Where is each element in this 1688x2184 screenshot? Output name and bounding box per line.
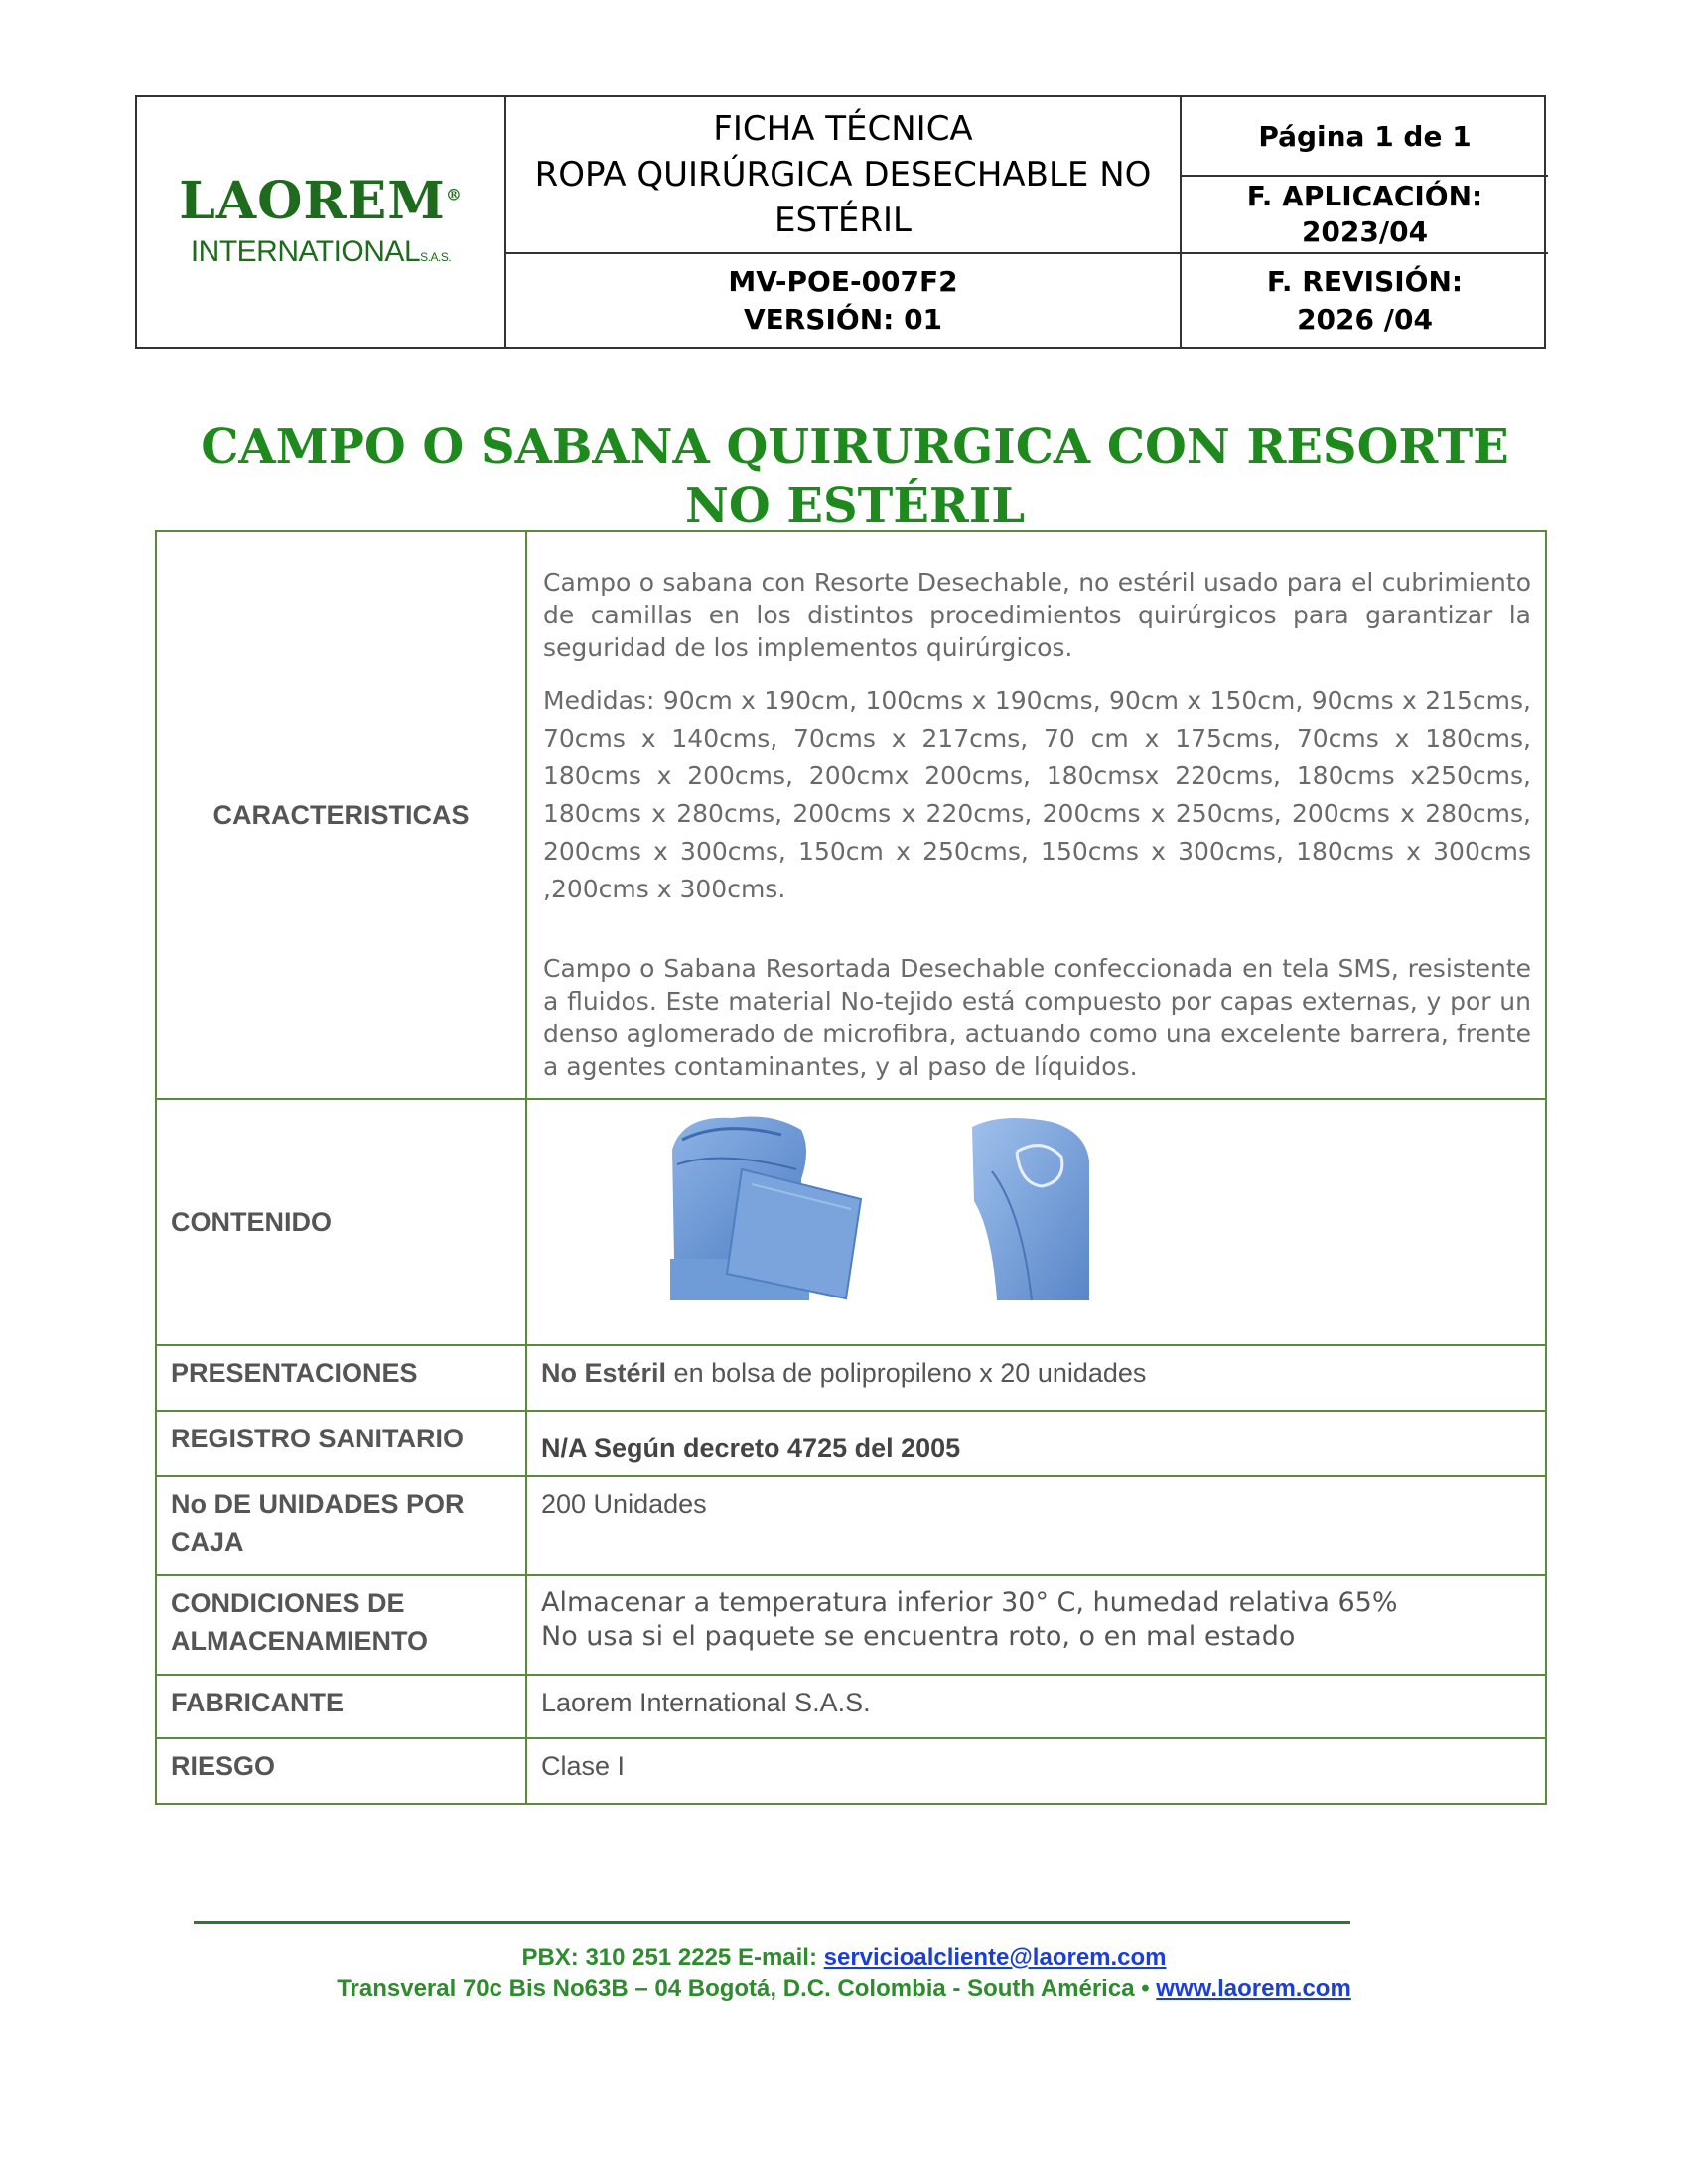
table-row bbox=[156, 1345, 1546, 1411]
email-link[interactable]: servicioalcliente@laorem.com bbox=[823, 1944, 1167, 1971]
logo-suffix: S.A.S. bbox=[420, 250, 452, 264]
storage-value bbox=[526, 1575, 1546, 1675]
fitted-sheet-image bbox=[962, 1112, 1101, 1306]
revision-value: 2026 /04 bbox=[1297, 303, 1433, 336]
footer-address-text: Transveral 70c Bis No63B – 04 Bogotá, D.C. Colombia - South América • bbox=[337, 1976, 1157, 2002]
page-number: Página 1 de 1 bbox=[1258, 119, 1472, 153]
storage-label-line: ALMACENAMIENTO bbox=[171, 1626, 428, 1656]
units-label bbox=[156, 1476, 526, 1575]
registry-value: N/A Según decreto 4725 del 2005 bbox=[541, 1433, 961, 1463]
units-label-line: CAJA bbox=[171, 1527, 244, 1557]
storage-label-line: CONDICIONES DE bbox=[171, 1588, 405, 1618]
content-images bbox=[526, 1099, 1546, 1345]
registry-label: REGISTRO SANITARIO bbox=[156, 1411, 526, 1476]
maker-value: Laorem International S.A.S. bbox=[526, 1675, 1546, 1738]
title-line: ESTÉRIL bbox=[774, 201, 912, 240]
maker-label: FABRICANTE bbox=[156, 1675, 526, 1738]
material-text: Campo o Sabana Resortada Desechable confeccionada en tela SMS, resistente a fluidos. Este material No-tejido está compuesto por capas externas, y por un denso aglomerado de microfibra, actuando como una excelente barrera, frente a agentes contaminantes, y al paso de líquidos. bbox=[543, 954, 1531, 1081]
application-label: F. APLICACIÓN: bbox=[1246, 180, 1483, 212]
code-value: MV-POE-007F2 bbox=[728, 265, 958, 298]
table-row bbox=[156, 1675, 1546, 1738]
application-value: 2023/04 bbox=[1301, 215, 1429, 248]
document-code bbox=[506, 254, 1180, 347]
logo-subtitle: INTERNATIONAL bbox=[190, 235, 421, 268]
title-line: FICHA TÉCNICA bbox=[713, 109, 973, 149]
footer-phone: PBX: 310 251 2225 E-mail: bbox=[521, 1944, 824, 1971]
presentations-text: en bolsa de polipropileno x 20 unidades bbox=[666, 1358, 1147, 1388]
characteristics-label: CARACTERISTICAS bbox=[156, 531, 526, 1099]
table-row bbox=[156, 1575, 1546, 1675]
footer-divider bbox=[194, 1921, 1350, 1924]
units-value: 200 Unidades bbox=[526, 1476, 1546, 1575]
application-date bbox=[1182, 177, 1548, 252]
version-value: VERSIÓN: 01 bbox=[743, 303, 943, 336]
company-logo bbox=[137, 97, 504, 347]
document-header bbox=[135, 95, 1546, 349]
title-line: ROPA QUIRÚRGICA DESECHABLE NO bbox=[534, 155, 1152, 195]
logo-registered-mark: ® bbox=[445, 185, 463, 205]
website-link[interactable]: www.laorem.com bbox=[1156, 1976, 1351, 2002]
presentations-label: PRESENTACIONES bbox=[156, 1345, 526, 1411]
risk-value: Clase I bbox=[526, 1738, 1546, 1804]
logo-brand: LAOREM bbox=[179, 171, 446, 231]
footer-address bbox=[0, 1976, 1688, 2003]
revision-label: F. REVISIÓN: bbox=[1266, 265, 1464, 298]
table-row bbox=[156, 1476, 1546, 1575]
spec-table bbox=[155, 530, 1547, 1805]
revision-date bbox=[1182, 254, 1548, 347]
table-row bbox=[156, 531, 1546, 1099]
units-label-line: No DE UNIDADES POR bbox=[171, 1489, 465, 1519]
table-row bbox=[156, 1411, 1546, 1476]
document-title bbox=[506, 97, 1180, 252]
table-row bbox=[156, 1099, 1546, 1345]
characteristics-value bbox=[526, 531, 1546, 1099]
footer-contact bbox=[0, 1944, 1688, 1972]
storage-line: Almacenar a temperatura inferior 30° C, humedad relativa 65% bbox=[541, 1587, 1398, 1618]
product-title bbox=[135, 417, 1575, 536]
description-text: Campo o sabana con Resorte Desechable, no estéril usado para el cubrimiento de camillas en los distintos procedimientos quirúrgicos para garantizar la seguridad de los implementos quirúrgicos. bbox=[543, 568, 1531, 662]
presentations-bold: No Estéril bbox=[541, 1358, 667, 1388]
storage-label bbox=[156, 1575, 526, 1675]
risk-label: RIESGO bbox=[156, 1738, 526, 1804]
product-title-line: CAMPO O SABANA QUIRURGICA CON RESORTE bbox=[201, 419, 1509, 475]
registry-cell bbox=[526, 1411, 1546, 1476]
content-label: CONTENIDO bbox=[156, 1099, 526, 1345]
table-row bbox=[156, 1738, 1546, 1804]
measures-text: Medidas: 90cm x 190cm, 100cms x 190cms, 90cm x 150cm, 90cms x 215cms, 70cms x 140cms, 70cms x 217cms, 70 cm x 175cms, 70cms x 180cms, 180cms x 200cms, 200cmx 200cms, 180cmsx 220cms, 180cms x250cms, 180cms x 280cms, 200cms x 220cms, 200cms x 250cms, 200cms x 280cms, 200cms x 300cms, 150cm x 250cms, 150cms x 300cms, 180cms x 300cms ,200cms x 300cms. bbox=[543, 686, 1531, 903]
product-title-line: NO ESTÉRIL bbox=[684, 478, 1026, 534]
folded-sheet-image bbox=[662, 1110, 881, 1304]
storage-line: No usa si el paquete se encuentra roto, o en mal estado bbox=[541, 1621, 1296, 1652]
presentations-value bbox=[526, 1345, 1546, 1411]
